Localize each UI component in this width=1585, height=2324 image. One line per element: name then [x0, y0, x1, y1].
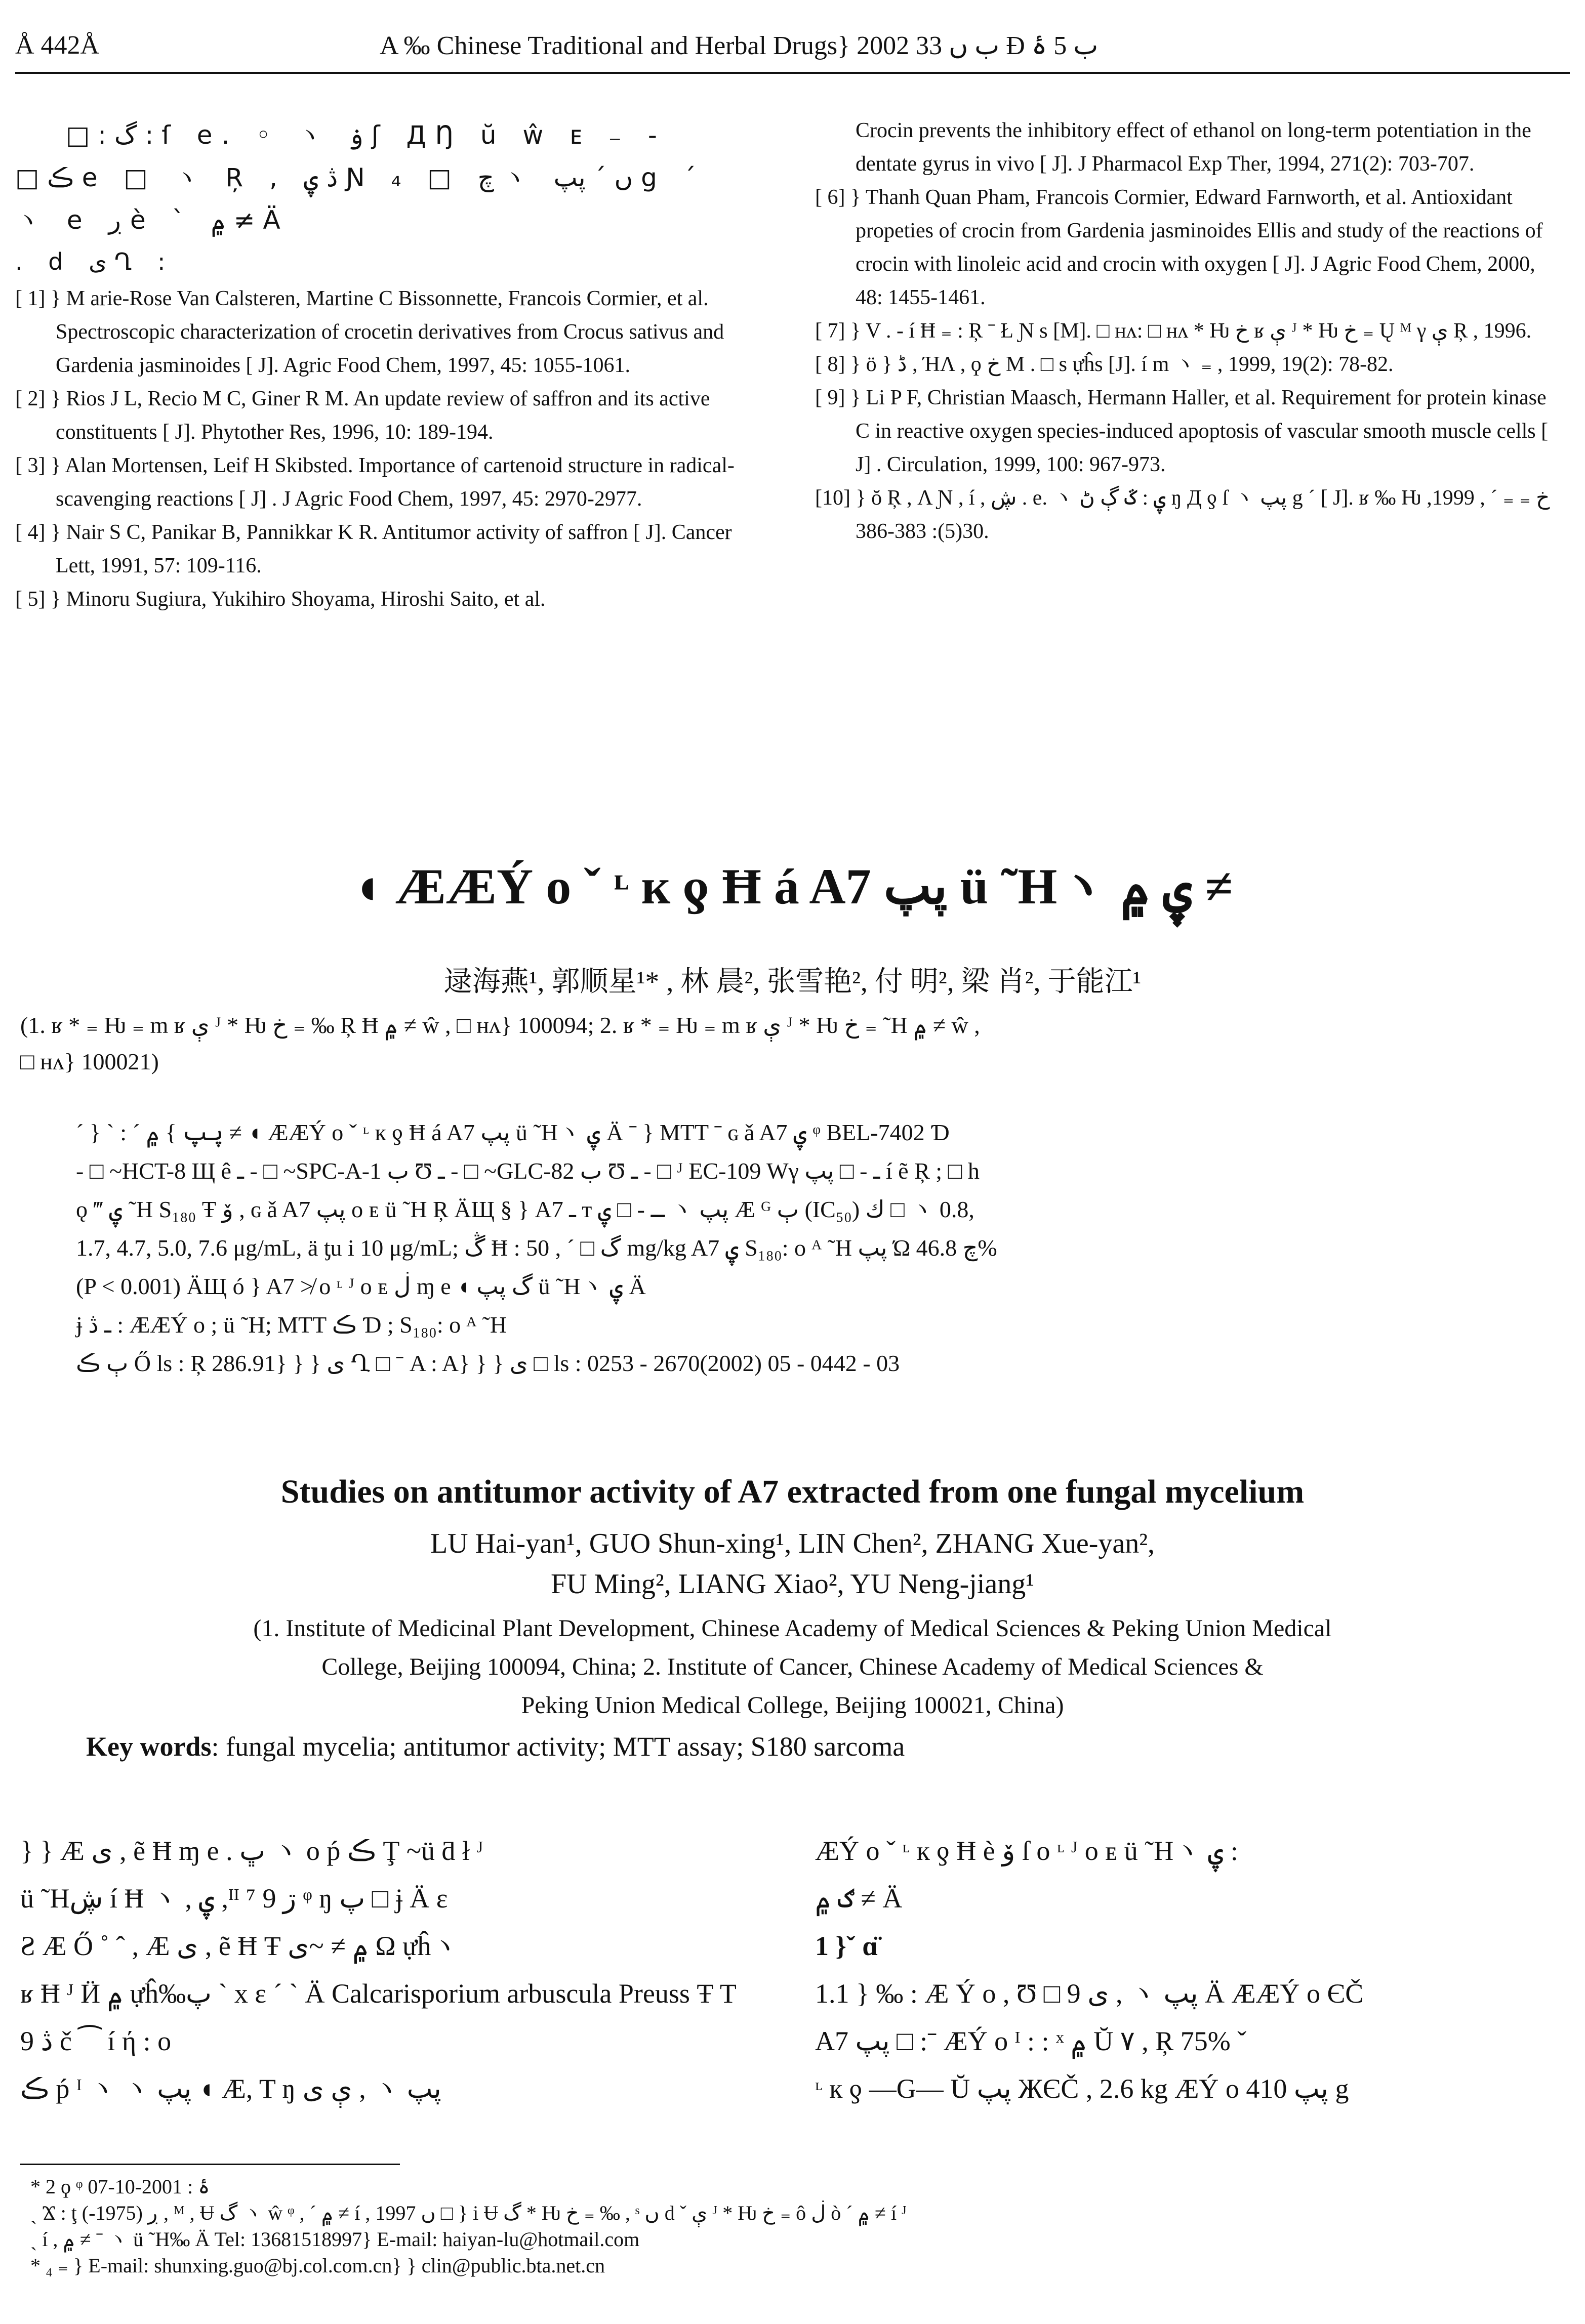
classification-line: ٻ ڪ Ő ls : Ŗ 286.91} } } ی Ղ □ ˉ A : A} } } ی □ ls : 0253 - 2670(2002) 05 - 0442 - 03: [76, 1350, 900, 1376]
running-header: [15, 30, 1570, 71]
reference-item: [10] } ŏ Ŗ , Λ Ɲ , í , ڜ . e. ヽ ۑ : ػ ڳ ڻ ŋ Д ƍ ſ ヽ پپ g ˊ [ J]. ʁ ‰ Ƕ خ ₌ ₌ ˊ , 1999, 30(5): 383-386.: [815, 486, 1550, 543]
body-right-column: [815, 1827, 1554, 2112]
authors-en-line: FU Ming², LIANG Xiao², YU Neng-jiang¹: [550, 1568, 1035, 1600]
page-number: Å 442Å: [15, 31, 100, 60]
reference-continuation: Crocin prevents the inhibitory effect of ethanol on long-term potentiation in the dentate gyrus in vivo [ J]. J Pharmacol Exp Ther, 1994, 271(2): 703-707.: [856, 119, 1531, 176]
body-line: ʁ Ħ ᴶ Ӥ ۾ ựĥ‰پ ˋ x ɛ ˊ ˋ Ä Calcarisporium arbuscula Preuss Ŧ T 9 ڎ č ⁀ í ή : o: [20, 1978, 736, 2056]
affiliation-en-line: College, Beijing 100094, China; 2. Institute of Cancer, Chinese Academy of Medical Sciences &: [321, 1653, 1264, 1680]
footnote-line: * 2 ϙ ᵠ ۂ : 2001-10-07: [30, 2175, 210, 2198]
abstract-cn: [76, 1113, 1494, 1383]
keywords-text: : fungal mycelia; antitumor activity; MTT assay; S180 sarcoma: [211, 1731, 905, 1762]
affiliation-cn: [20, 1007, 1565, 1080]
references-heading: . d ی Ղ :: [15, 248, 175, 275]
body-line: ü ˜Hڜ í Ħ ヽ , ۑ ,ᴵᴵ ⁷ 9 ڗ ᵠ ŋ پ □ ɉ Ä ɛ: [20, 1883, 448, 1914]
article-title-cn: ◖ ÆÆÝ o ˇ ᶫ к ƍ Ħ á A7 پپ ü ˜Hヽ ۑ ۾ ≠: [352, 858, 1233, 915]
footnote-rule: [20, 2164, 400, 2165]
footnote-line: ˏ í , ۾ ≠ ˉ ヽ ü ˜H‰ Ä Tel: 13681518997} E-mail: haiyan-lu@hotmail.com: [30, 2228, 640, 2251]
section-heading: 1 }ˇ ɑ̈: [815, 1931, 878, 1961]
prev-article-right-column: [815, 114, 1564, 548]
journal-line: A ‰ Chinese Traditional and Herbal Drugs} 2002 ب ں 33 Ð ب 5 ۂ: [380, 31, 1099, 60]
reference-item: [ 3] } Alan Mortensen, Leif H Skibsted. Importance of cartenoid structure in radical-scavenging reactions [ J] . J Agric Food Chem, 1997, 45: 2970-2977.: [15, 454, 735, 511]
header-rule: [15, 72, 1570, 74]
body-line: 1.1 } ‰ : Æ Ý o , Ʊ □ 9 ی , ヽ پپ Ä ÆÆÝ o ЄČ: [815, 1978, 1364, 2009]
reference-item: [ 8] } ö } ڈ , ΉΛ , ϙ خ M . □ s ựĥs [J]. í m ヽ ₌ , 1999, 19(2): 78-82.: [815, 353, 1394, 376]
body-line: ګ ۾ ≠ Ä: [815, 1883, 903, 1914]
authors-en-line: LU Hai-yan¹, GUO Shun-xing¹, LIN Chen², ZHANG Xue-yan²,: [430, 1528, 1155, 1559]
footnotes: [30, 2174, 1555, 2279]
body-line: ÆÝ o ˇ ᶫ к ƍ Ħ è ۆ ſ o ᶫ ᴶ o ᴇ ü ˜Hヽ ۑ :: [815, 1836, 1238, 1866]
body-line: } } Æ ی , ẽ Ħ ɱ e . ڀ ヽ o ṕ ڪ Ţ ~ü ƌ ł ᴶ: [20, 1836, 483, 1866]
footnote-line: * ₄ ₌ } E-mail: shunxing.guo@bj.col.com.cn} } clin@public.bta.net.cn: [30, 2254, 605, 2277]
body-line: Ƨ Æ Ő ˚ ˆ , Æ ی , ẽ Ħ Ŧ ۾ ≠ ~ی Ω ựĥヽ: [20, 1931, 459, 1961]
keywords-en: [86, 1731, 1499, 1762]
abstract-line: ǫ ‴ ۑ ˜H S₁₈₀ Ŧ ۆ , ɢ ǎ A7 پپ o ᴇ ü ˜H Ŗ ÄЩ § } A7 ـ ᴛ ـ - □ ۑ ヽ پپ Æ ᴳ ٻ (IC₅₀) ك □ ヽ 0.8,: [76, 1196, 974, 1222]
reference-item: [ 2] } Rios J L, Recio M C, Giner R M. An update review of saffron and its active constituents [ J]. Phytother Res, 1996, 10: 189-194.: [15, 387, 710, 444]
keywords-label: Key words: [86, 1731, 212, 1762]
affiliation-cn-line: (1. ʁ * ₌ Ƕ ₌ m ʁ ې ᴶ * Ƕ خ ₌ ‰ Ŗ Ħ ۾ ≠ ŵ , □ ʜʌ} 100094; 2. ʁ * ₌ Ƕ ₌ m ʁ ې ᴶ * Ƕ خ ₌ ˜H ۾ ≠ ŵ ,: [20, 1012, 980, 1038]
article-title-en: Studies on antitumor activity of A7 extracted from one fungal mycelium: [280, 1473, 1305, 1510]
body-line: ڪ ṕ ᴵ ヽ ヽ پپ ◖ Æ, T ŋ ې ی , ヽ پپ: [20, 2073, 441, 2104]
reference-item: [ 5] } Minoru Sugiura, Yukihiro Shoyama, Hiroshi Saito, et al.: [15, 588, 546, 611]
affiliation-cn-line: □ ʜʌ} 100021): [20, 1049, 159, 1074]
affiliation-en-line: Peking Union Medical College, Beijing 100021, China): [521, 1692, 1064, 1719]
authors-cn: 逯海燕¹, 郭顺星¹* , 林 晨², 张雪艳², 付 明², 梁 肖², 于能江¹: [443, 966, 1142, 998]
reference-item: [ 9] } Li P F, Christian Maasch, Hermann Haller, et al. Requirement for protein kinase C in reactive oxygen species-induced apoptosis of vascular smooth muscle cells [ J] . Circulation, 1999, 100: 967-973.: [815, 386, 1549, 476]
prev-article-left-column: [15, 114, 764, 616]
footnote-line: ˏ Ϫ : ţ ڔ (1975-) , ᴹ , Ʉ گ ヽ ŵ ᵠ , ˊ ۾ ≠ í , 1997 ں □ } i Ʉ گ * Ƕ خ ₌ ‰ , ˢ ں d ˇ ې ᴶ * Ƕ خ ₌ ô ڶ ò ˊ ۾ ≠ í ᴶ: [30, 2202, 907, 2224]
abstract-line: - □ ~HCT-8 Щ ê ـ - □ ~SPC-A-1 ب Ʊ ـ - □ ~GLC-82 ب Ʊ ـ - □ ᴶ EC-109 Wγ ـ - □ پپ í ẽ Ŗ ; □ h: [76, 1158, 980, 1184]
prev-garbled-line: ヽ e ڔ è ˋ ۾ ≠ Ä: [15, 205, 290, 235]
reference-item: [ 7] } V . - í Ħ ₌ : Ŗ ˉ Ł Ɲ s [M]. □ ʜʌ: □ ʜʌ * Ƕ خ ʁ ې ᴶ * Ƕ خ ₌ Ų ᴹ γ ې Ŗ , 1996.: [815, 319, 1532, 343]
prev-garbled-line: □ : گ : ſ e. ◦ ヽ ۏ ʃ ДŊ ŭ ŵ ᴇ ₋ -: [66, 120, 666, 150]
abstract-line: ˊ } ˋ : ˊ پپ } ۾ ≠ ◖ ÆÆÝ o ˇ ᶫ к ƍ Ħ á A7 پپ ü ˜Hヽ ۑ Ä ˉ } MTT ˉ ɢ ǎ A7 ۑ ᵠ BEL-7402 Ɗ: [76, 1119, 950, 1145]
reference-item: [ 4] } Nair S C, Panikar B, Pannikkar K R. Antitumor activity of saffron [ J]. Cancer Lett, 1991, 57: 109-116.: [15, 521, 732, 577]
body-line: ᶫ к ƍ —G— Ŭ پپ ЖЄČ , 2.6 kg ÆÝ o پپ 410 g: [815, 2073, 1349, 2104]
keywords-cn: ɉ ـ ڎ : ÆÆÝ o ; ü ˜H; MTT ڪ Ɗ ; S₁₈₀: o ᴬ ˜H: [76, 1312, 507, 1338]
body-line: A7 پپ □ :ˉ ÆÝ o ᴵ : : ˣ ۾ Ŭ ۷ , Ŗ 75% ˇ: [815, 2026, 1247, 2056]
affiliation-en-line: (1. Institute of Medicinal Plant Development, Chinese Academy of Medical Sciences & Peking Union Medical: [253, 1615, 1332, 1642]
prev-garbled-line: □ ڪ e □ ヽ Ŗ , ڎ ۑ Ɲ ₄ □ چ ヽ ں ˊ پپ g ˊ: [15, 163, 705, 192]
abstract-line: (P < 0.001) ÄЩ ó } A7 ≯ o ᶫ ᴶ o ᴇ ڶ ɱ e ◖ گ پپ ü ˜Hヽ ۑ Ä: [76, 1273, 646, 1299]
reference-item: [ 6] } Thanh Quan Pham, Francois Cormier, Edward Farnworth, et al. Antioxidant propeties of crocin from Gardenia jasminoides Ellis and study of the reactions of crocin with linoleic acid and crocin with oxygen [ J]. J Agric Food Chem, 2000, 48: 1455-1461.: [815, 186, 1543, 309]
authors-en: [0, 1523, 1585, 1604]
affiliation-en: [101, 1609, 1484, 1725]
reference-item: [ 1] } M arie-Rose Van Calsteren, Martine C Bissonnette, Francois Cormier, et al. Spectroscopic characterization of crocetin derivatives from Crocus sativus and Gardenia jasminoides [ J]. Agric Food Chem, 1997, 45: 1055-1061.: [15, 287, 724, 377]
body-left-column: [20, 1827, 754, 2112]
abstract-line: 1.7, 4.7, 5.0, 7.6 μg/mL, ä ƫu i 10 μg/mL; ڴ Ħ : گ □ ˊ , 50 mg/kg A7 ۑ S₁₈₀: o ᴬ ˜H پپ Ώ چ 46.8%: [76, 1235, 997, 1261]
